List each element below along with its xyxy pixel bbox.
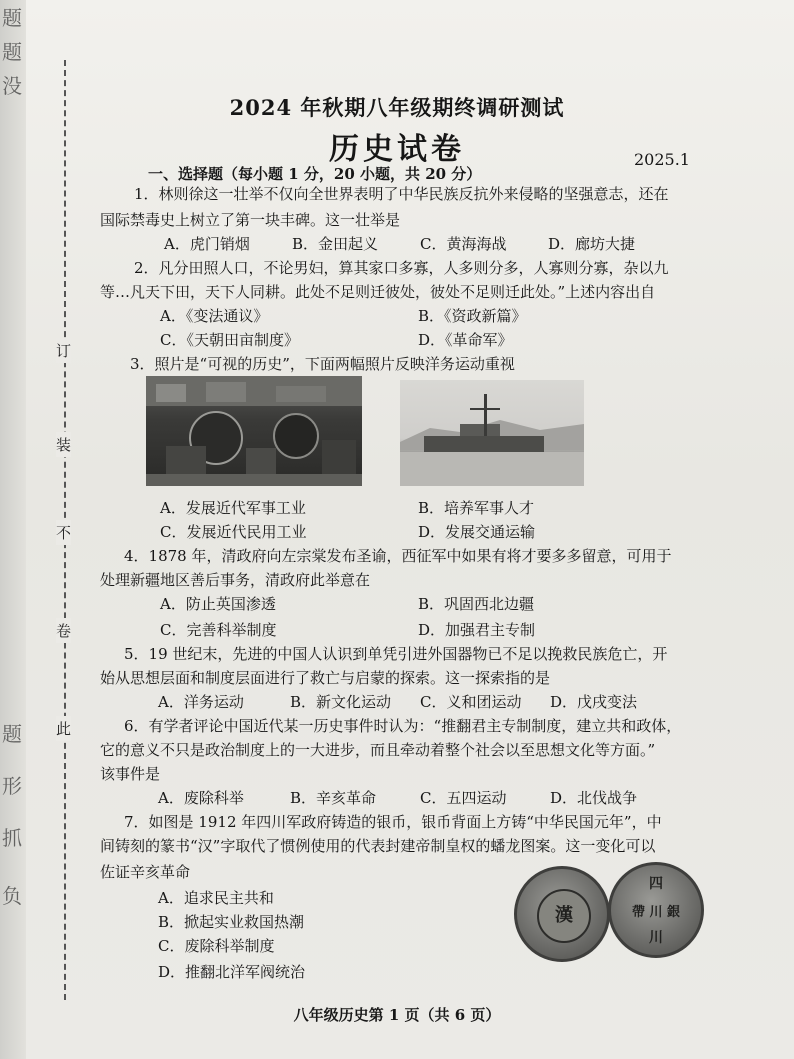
q7-option-b: B．掀起实业救国热潮 — [158, 913, 305, 931]
question-7-text: 间铸刻的篆书“汉”字取代了惯例使用的代表封建帝制皇权的蟠龙图案。这一变化可以 — [100, 837, 656, 855]
q2-option-a: A．《变法通议》 — [160, 307, 269, 325]
question-1-text: 1．林则徐这一壮举不仅向全世界表明了中华民族反抗外来侵略的坚强意志，还在 — [134, 185, 669, 203]
coin-back-middle: 帶 川 銀 — [631, 905, 681, 920]
q4-option-c: C．完善科举制度 — [160, 621, 277, 639]
edge-char: 形 — [2, 774, 22, 798]
question-1-text: 国际禁毒史上树立了第一块丰碑。这一壮举是 — [100, 211, 401, 229]
warship-photo — [400, 380, 584, 486]
question-2-text: 等…凡天下田，天下人同耕。此处不足则迁彼处，彼处不足则迁此处。”上述内容出自 — [100, 283, 656, 301]
q5-option-c: C．义和团运动 — [420, 693, 522, 711]
binding-char: 卷 — [56, 618, 71, 643]
question-7-text: 7．如图是 1912 年四川军政府铸造的银币，银币背面上方铸“中华民国元年”，中 — [124, 813, 662, 831]
q6-option-c: C．五四运动 — [420, 789, 507, 807]
subject-title: 历史试卷 — [329, 132, 465, 167]
question-2-text: 2．凡分田照人口，不论男妇，算其家口多寡，人多则分多，人寡则分寡，杂以九 — [134, 259, 669, 277]
edge-char: 负 — [2, 884, 22, 908]
coin-back-bottom: 川 — [649, 930, 663, 946]
q7-option-a: A．追求民主共和 — [158, 889, 274, 907]
q3-option-a: A．发展近代军事工业 — [160, 499, 306, 517]
question-5-text: 始从思想层面和制度层面进行了救亡与启蒙的探索。这一探索指的是 — [100, 669, 551, 687]
q4-option-a: A．防止英国渗透 — [160, 595, 276, 613]
q7-option-c: C．废除科举制度 — [158, 937, 275, 955]
binding-char: 此 — [56, 716, 71, 741]
question-4-text: 4．1878 年，清政府向左宗棠发布圣谕，西征军中如果有将才要多多留意，可用于 — [124, 547, 672, 565]
q5-option-d: D．戊戌变法 — [550, 693, 638, 711]
coin-back-top: 四 — [649, 876, 663, 892]
q2-option-c: C．《天朝田亩制度》 — [160, 331, 299, 349]
edge-char: 题 — [2, 40, 22, 64]
q5-option-a: A．洋务运动 — [158, 693, 244, 711]
edge-char: 没 — [2, 74, 22, 98]
q1-option-b: B．金田起义 — [292, 235, 379, 253]
binding-char: 不 — [56, 520, 71, 545]
question-6-text: 它的意义不只是政治制度上的一大进步，而且牵动着整个社会以至思想文化等方面。” — [100, 741, 656, 759]
question-3-text: 3．照片是“可视的历史”，下面两幅照片反映洋务运动重视 — [130, 355, 515, 373]
q4-option-b: B．巩固西北边疆 — [418, 595, 535, 613]
q7-option-d: D．推翻北洋军阀统治 — [158, 963, 306, 981]
binding-char: 订 — [56, 338, 71, 363]
q6-option-b: B．辛亥革命 — [290, 789, 377, 807]
q5-option-b: B．新文化运动 — [290, 693, 392, 711]
edge-char: 抓 — [2, 826, 22, 850]
binding-char: 装 — [56, 432, 71, 457]
exam-date: 2025.1 — [634, 150, 690, 169]
coin-front-center: 漢 — [537, 889, 591, 943]
edge-char: 题 — [2, 722, 22, 746]
q6-option-a: A．废除科举 — [158, 789, 244, 807]
q1-option-d: D．廊坊大捷 — [548, 235, 636, 253]
factory-photo — [146, 376, 362, 486]
q6-option-d: D．北伐战争 — [550, 789, 638, 807]
question-4-text: 处理新疆地区善后事务，清政府此举意在 — [100, 571, 371, 589]
page-footer: 八年级历史第 1 页（共 6 页） — [293, 1006, 501, 1024]
q2-option-b: B．《资政新篇》 — [418, 307, 527, 325]
edge-char: 题 — [2, 6, 22, 30]
silver-coin-front — [514, 866, 610, 962]
silver-coin-back — [608, 862, 704, 958]
q4-option-d: D．加强君主专制 — [418, 621, 536, 639]
question-6-text: 该事件是 — [100, 765, 161, 783]
section-heading: 一、选择题（每小题 1 分，20 小题，共 20 分） — [148, 165, 482, 183]
question-6-text: 6．有学者评论中国近代某一历史事件时认为：“推翻君主专制制度，建立共和政体， — [124, 717, 682, 735]
exam-title: 2024 年秋期八年级期终调研测试 — [229, 95, 565, 120]
q1-option-a: A．虎门销烟 — [164, 235, 250, 253]
q3-option-b: B．培养军事人才 — [418, 499, 535, 517]
q2-option-d: D．《革命军》 — [418, 331, 513, 349]
q3-option-c: C．发展近代民用工业 — [160, 523, 307, 541]
q3-option-d: D．发展交通运输 — [418, 523, 536, 541]
question-5-text: 5．19 世纪末，先进的中国人认识到单凭引进外国器物已不足以挽救民族危亡，开 — [124, 645, 668, 663]
q1-option-c: C．黄海海战 — [420, 235, 507, 253]
question-7-text: 佐证辛亥革命 — [100, 863, 191, 881]
